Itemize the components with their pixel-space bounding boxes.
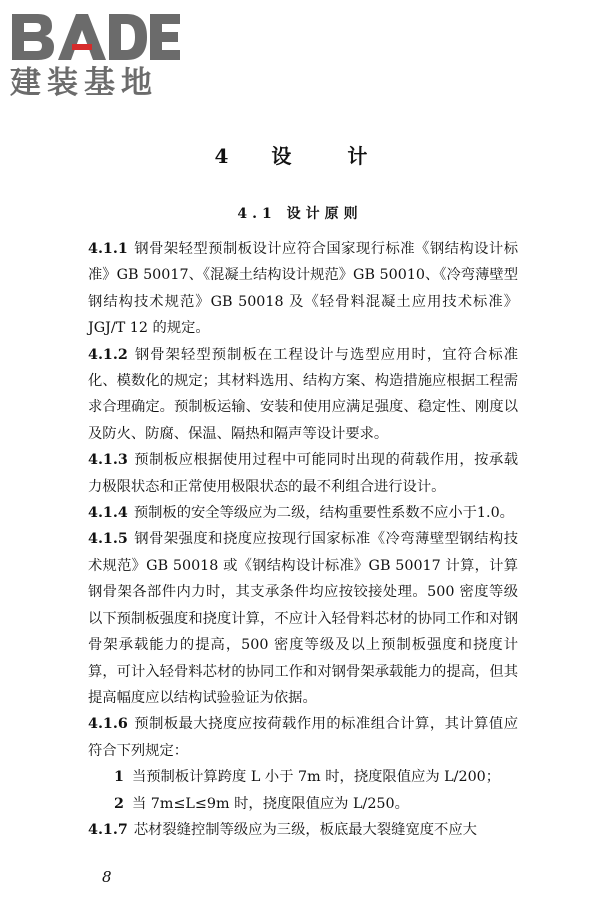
clause-4-1-6-item-1 — [88, 764, 518, 790]
section-title: 4.1 设计原则 — [237, 206, 363, 222]
clause-number: 4.1.3 — [88, 452, 128, 469]
clause-number: 4.1.7 — [88, 821, 128, 838]
clause-number: 4.1.4 — [88, 505, 128, 522]
clause-4-1-1 — [88, 236, 518, 342]
clause-4-1-7 — [88, 817, 518, 843]
clause-text: 预制板的安全等级应为二级，结构重要性系数不应小于1.0。 — [133, 505, 514, 522]
clause-4-1-5 — [88, 526, 518, 711]
clause-text: 钢骨架强度和挠度应按现行国家标准《冷弯薄壁型钢结构技术规范》GB 50018 或《钢结构设计标准》GB 50017 计算，计算钢骨架各部件内力时，其支承条件均应按铰接处理。500 密度等级以下预制板强度和挠度计算，不应计入轻骨料芯材的协同工作和对钢骨架承载能力的提高，500 密度等级及以上预制板强度和挠度计算，可计入轻骨料芯材的协同工作和对钢骨架承载能力的提高，但其提高幅度应以结构试验验证为依据。 — [88, 531, 518, 706]
document-body — [88, 236, 518, 843]
clause-number: 4.1.2 — [88, 346, 128, 363]
item-text: 当预制板计算跨度 L 小于 7m 时，挠度限值应为 L/200； — [131, 769, 501, 786]
item-number: 1 — [114, 769, 124, 786]
clause-4-1-4 — [88, 500, 518, 526]
chapter-title: 4 设 计 — [214, 144, 386, 168]
item-text: 当 7m≤L≤9m 时，挠度限值应为 L/250。 — [131, 795, 409, 812]
clause-text: 预制板应根据使用过程中可能同时出现的荷载作用，按承载力极限状态和正常使用极限状态的最不利组合进行设计。 — [88, 452, 518, 495]
bade-logo — [10, 6, 180, 102]
clause-4-1-6-item-2 — [88, 791, 518, 817]
item-number: 2 — [114, 795, 124, 812]
logo-subtitle: 建装基地 — [10, 65, 158, 101]
clause-4-1-6 — [88, 711, 518, 764]
page-number: 8 — [102, 868, 112, 886]
clause-number: 4.1.5 — [88, 531, 128, 548]
clause-number: 4.1.6 — [88, 716, 128, 733]
clause-number: 4.1.1 — [88, 241, 128, 257]
clause-4-1-3 — [88, 447, 518, 500]
clause-text: 钢骨架轻型预制板设计应符合国家现行标准《钢结构设计标准》GB 50017、《混凝土结构设计规范》GB 50010、《冷弯薄壁型钢结构技术规范》GB 50018 及《轻骨料混凝土应用技术标准》JGJ/T 12 的规定。 — [88, 241, 518, 337]
clause-4-1-2 — [88, 342, 518, 448]
clause-text: 芯材裂缝控制等级应为三级，板底最大裂缝宽度不应大 — [133, 821, 477, 838]
clause-text: 预制板最大挠度应按荷载作用的标准组合计算，其计算值应符合下列规定： — [88, 716, 518, 759]
clause-text: 钢骨架轻型预制板在工程设计与选型应用时，宜符合标准化、模数化的规定；其材料选用、结构方案、构造措施应根据工程需求合理确定。预制板运输、安装和使用应满足强度、稳定性、刚度以及防火、防腐、保温、隔热和隔声等设计要求。 — [88, 346, 518, 442]
